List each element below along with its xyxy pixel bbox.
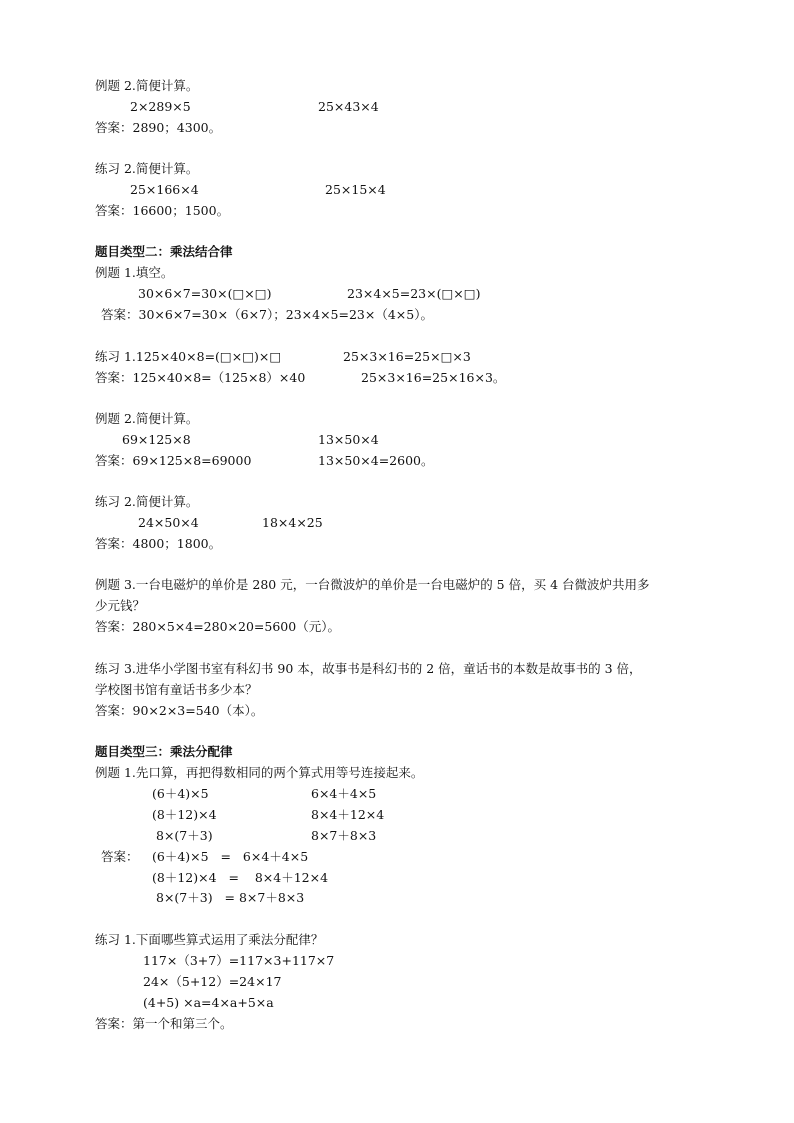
answer-equation: (8＋12)×4 = 8×4＋12×4: [152, 870, 329, 885]
exercise-3-question: 练习 3.进华小学图书室有科幻书 90 本，故事书是科幻书的 2 倍，童话书的本数是故事书的 3 倍，: [95, 661, 642, 676]
example-1-title: 例题 1.先口算，再把得数相同的两个算式用等号连接起来。: [95, 765, 424, 780]
expression: (8＋12)×4: [152, 807, 217, 822]
example-2-title: 例题 2.简便计算。: [95, 78, 199, 93]
answer-equation: (6＋4)×5 = 6×4＋4×5: [152, 849, 309, 864]
exercise-1-question: 练习 1.下面哪些算式运用了乘法分配律？: [95, 932, 324, 947]
example-3-question-cont: 少元钱？: [95, 598, 146, 613]
answer-line: 答案：125×40×8=（125×8）×40: [95, 370, 306, 385]
answer-line: 25×3×16=25×16×3。: [361, 370, 506, 385]
exercise-3-question-cont: 学校图书馆有童话书多少本？: [95, 682, 258, 697]
answer-line: 答案：16600；1500。: [95, 203, 230, 218]
expression: 23×4×5=23×(□×□): [347, 286, 481, 301]
expression: (4+5) ×a=4×a+5×a: [143, 995, 274, 1010]
expression: 8×4＋12×4: [311, 807, 385, 822]
answer-equation: 8×(7＋3) = 8×7＋8×3: [156, 890, 305, 905]
exercise-2-title: 练习 2.简便计算。: [95, 494, 199, 509]
expression: 30×6×7=30×(□×□): [138, 286, 272, 301]
exercise-2-title: 练习 2.简便计算。: [95, 161, 199, 176]
answer-label: 答案：: [101, 849, 139, 864]
example-1-title: 例题 1.填空。: [95, 265, 174, 280]
answer-line: 答案：69×125×8=69000: [95, 453, 252, 468]
expression: 25×43×4: [318, 99, 379, 114]
expression: 13×50×4: [318, 432, 379, 447]
expression: 69×125×8: [122, 432, 191, 447]
expression: 8×(7＋3): [156, 828, 213, 843]
expression: 6×4＋4×5: [311, 786, 377, 801]
expression: 24×50×4: [138, 515, 199, 530]
answer-line: 答案：280×5×4=280×20=5600（元）。: [95, 619, 340, 634]
exercise-1-title: 练习 1.125×40×8=(□×□)×□: [95, 349, 282, 364]
answer-line: 13×50×4=2600。: [318, 453, 434, 468]
section-heading-distributive: 题目类型三：乘法分配律: [95, 744, 233, 759]
answer-line: 答案：第一个和第三个。: [95, 1016, 233, 1031]
expression: 25×15×4: [325, 182, 386, 197]
example-2-title: 例题 2.简便计算。: [95, 411, 199, 426]
answer-line: 答案：2890；4300。: [95, 120, 222, 135]
answer-line: 答案：90×2×3=540（本）。: [95, 703, 264, 718]
expression: 25×3×16=25×□×3: [343, 349, 471, 364]
expression: 24×（5+12）=24×17: [143, 974, 282, 989]
expression: (6＋4)×5: [152, 786, 209, 801]
expression: 25×166×4: [130, 182, 199, 197]
expression: 2×289×5: [130, 99, 191, 114]
section-heading-associative: 题目类型二：乘法结合律: [95, 244, 233, 259]
expression: 8×7＋8×3: [311, 828, 377, 843]
example-3-question: 例题 3.一台电磁炉的单价是 280 元，一台微波炉的单价是一台电磁炉的 5 倍，买 4 台微波炉共用多: [95, 577, 650, 592]
answer-line: 答案：30×6×7=30×（6×7）；23×4×5=23×（4×5）。: [101, 307, 433, 322]
answer-line: 答案：4800；1800。: [95, 536, 222, 551]
expression: 117×（3+7）=117×3+117×7: [143, 953, 335, 968]
expression: 18×4×25: [262, 515, 323, 530]
